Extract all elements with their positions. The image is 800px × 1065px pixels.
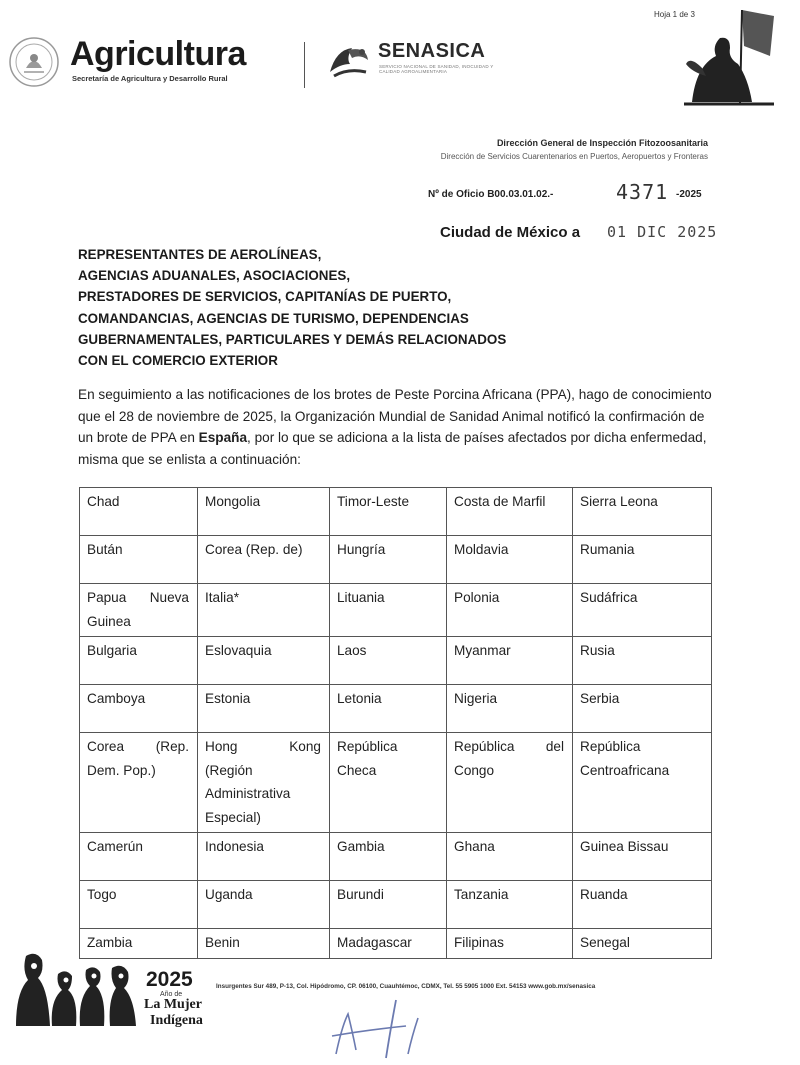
addressee-line: REPRESENTANTES DE AEROLÍNEAS, xyxy=(78,247,322,262)
country-cell: Corea (Rep. de) xyxy=(198,536,330,584)
indigenous-women-illustration xyxy=(12,948,140,1028)
page-number: Hoja 1 de 3 xyxy=(654,10,695,19)
body-highlight-country: España xyxy=(198,430,248,445)
country-cell: República Centroafricana xyxy=(573,733,712,833)
country-cell: Letonia xyxy=(330,685,447,733)
country-cell: Senegal xyxy=(573,929,712,959)
footer-ano-de: Año de xyxy=(160,991,183,998)
header-divider xyxy=(304,42,305,88)
country-cell: Timor-Leste xyxy=(330,488,447,536)
country-cell: Moldavia xyxy=(447,536,573,584)
footer-indigena: Indígena xyxy=(150,1013,203,1028)
direccion-general: Dirección General de Inspección Fitozoosanitaria xyxy=(496,138,708,148)
body-text: , por lo que se adiciona a la lista de países afectados por dicha enfermedad, misma que se enlista a continuación: xyxy=(78,430,707,467)
country-cell: Mongolia xyxy=(198,488,330,536)
country-cell: Corea (Rep. Dem. Pop.) xyxy=(80,733,198,833)
country-cell: Uganda xyxy=(198,881,330,929)
country-cell: Sudáfrica xyxy=(573,584,712,637)
oficio-year: -2025 xyxy=(676,189,702,200)
country-cell: Camerún xyxy=(80,833,198,881)
country-cell: Eslovaquia xyxy=(198,637,330,685)
table-row xyxy=(80,833,712,881)
country-cell: Polonia xyxy=(447,584,573,637)
agricultura-title: Agricultura xyxy=(70,35,246,73)
country-cell: Laos xyxy=(330,637,447,685)
table-row xyxy=(80,637,712,685)
country-cell: Rusia xyxy=(573,637,712,685)
country-cell: Rumania xyxy=(573,536,712,584)
table-row xyxy=(80,929,712,959)
addressee-line: GUBERNAMENTALES, PARTICULARES Y DEMÁS RELACIONADOS xyxy=(78,331,507,347)
country-cell: Bután xyxy=(80,536,198,584)
country-cell: Estonia xyxy=(198,685,330,733)
country-cell: Camboya xyxy=(80,685,198,733)
body-paragraph xyxy=(78,384,718,470)
footer-address: Insurgentes Sur 489, P-13, Col. Hipódromo, CP. 06100, Cuauhtémoc, CDMX, Tel. 55 5905 1000 Ext. 54153 www.gob.mx/senasica xyxy=(216,983,596,990)
oficio-number: 4371 xyxy=(616,180,669,204)
country-cell: Ghana xyxy=(447,833,573,881)
table-body xyxy=(80,488,712,959)
country-cell: Bulgaria xyxy=(80,637,198,685)
agricultura-subtitle: Secretaría de Agricultura y Desarrollo Rural xyxy=(72,74,228,83)
country-cell: Ruanda xyxy=(573,881,712,929)
heroine-flag-emblem xyxy=(682,6,776,106)
country-cell: Madagascar xyxy=(330,929,447,959)
country-cell: Serbia xyxy=(573,685,712,733)
addressee-line: CON EL COMERCIO EXTERIOR xyxy=(78,353,278,369)
country-cell: Italia* xyxy=(198,584,330,637)
country-cell: Sierra Leona xyxy=(573,488,712,536)
senasica-subtitle: SERVICIO NACIONAL DE SANIDAD, INOCUIDAD Y CALIDAD AGROALIMENTARIA xyxy=(379,64,494,74)
table-row xyxy=(80,584,712,637)
country-cell: Guinea Bissau xyxy=(573,833,712,881)
country-cell: Papua Nueva Guinea xyxy=(80,584,198,637)
country-cell: Hungría xyxy=(330,536,447,584)
addressee-block xyxy=(78,244,598,371)
footer-mujer: La Mujer xyxy=(144,997,202,1012)
country-cell: Tanzania xyxy=(447,881,573,929)
affected-countries-table xyxy=(79,487,712,959)
handwritten-signature xyxy=(326,996,436,1060)
country-cell: Indonesia xyxy=(198,833,330,881)
senasica-title: SENASICA xyxy=(378,40,486,62)
mexico-coat-of-arms-seal xyxy=(8,36,60,88)
table-row xyxy=(80,536,712,584)
country-cell: Costa de Marfil xyxy=(447,488,573,536)
body-text: En seguimiento a las notificaciones de los brotes de Peste Porcina Africana (PPA), hago de conocimiento que el 28 de noviembre de 2025, la Organización Mundial de Sanidad Animal notificó la confirmación de un brote de PPA en xyxy=(78,387,712,445)
country-cell: Burundi xyxy=(330,881,447,929)
table-row xyxy=(80,685,712,733)
country-cell: Nigeria xyxy=(447,685,573,733)
table-row xyxy=(80,733,712,833)
table-row xyxy=(80,488,712,536)
ciudad-label: Ciudad de México a xyxy=(440,224,581,241)
country-cell: Benin xyxy=(198,929,330,959)
direccion-subtitle: Dirección de Servicios Cuarentenarios en Puertos, Aeropuertos y Fronteras xyxy=(440,152,708,161)
date-stamp: 01 DIC 2025 xyxy=(607,223,718,241)
addressee-line: PRESTADORES DE SERVICIOS, CAPITANÍAS DE PUERTO, xyxy=(78,289,452,305)
table-row xyxy=(80,881,712,929)
country-cell: Filipinas xyxy=(447,929,573,959)
country-cell: Gambia xyxy=(330,833,447,881)
addressee-line: COMANDANCIAS, AGENCIAS DE TURISMO, DEPENDENCIAS xyxy=(78,310,469,326)
country-cell: Myanmar xyxy=(447,637,573,685)
country-cell: Zambia xyxy=(80,929,198,959)
country-cell: República Checa xyxy=(330,733,447,833)
senasica-logo-icon xyxy=(326,42,372,82)
footer-year: 2025 xyxy=(146,968,193,991)
country-cell: Togo xyxy=(80,881,198,929)
country-cell: República del Congo xyxy=(447,733,573,833)
country-cell: Lituania xyxy=(330,584,447,637)
addressee-line: AGENCIAS ADUANALES, ASOCIACIONES, xyxy=(78,268,351,284)
oficio-label: Nº de Oficio B00.03.01.02.- xyxy=(428,189,554,200)
country-cell: Chad xyxy=(80,488,198,536)
country-cell: Hong Kong (Región Administrativa Especial) xyxy=(198,733,330,833)
